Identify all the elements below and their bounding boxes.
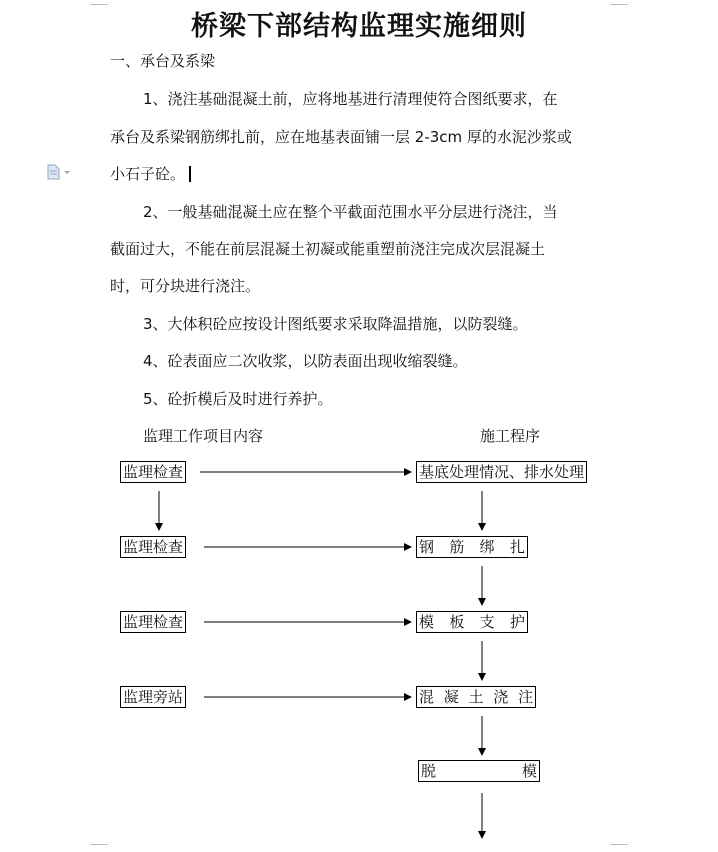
- left-box-inspection-1: 监理检查: [120, 461, 186, 483]
- rebar-char-3: 绑: [479, 538, 495, 556]
- rebar-char-2: 筋: [449, 538, 465, 556]
- paragraph-2-line-1: 2、一般基础混凝土应在整个平截面范围水平分层进行浇注，当: [143, 203, 558, 221]
- flowchart-right-header: 施工程序: [480, 427, 541, 445]
- corner-mark-bottom-right: [610, 844, 628, 849]
- right-box-foundation: 基底处理情况、排水处理: [416, 461, 587, 483]
- demold-char-2: 模: [521, 762, 537, 780]
- formwork-char-4: 护: [509, 613, 525, 631]
- paragraph-1-line-3: [110, 163, 191, 184]
- rebar-char-4: 扎: [509, 538, 525, 556]
- text-cursor: [189, 166, 191, 182]
- paragraph-1-line-1: 1、浇注基础混凝土前，应将地基进行清理使符合图纸要求，在: [143, 90, 558, 108]
- right-box-concrete-pour: [416, 686, 536, 708]
- document-icon[interactable]: [46, 164, 62, 180]
- pour-char-2: 凝: [443, 688, 459, 706]
- paragraph-5: 5、砼折模后及时进行养护。: [143, 390, 333, 408]
- formwork-char-2: 板: [449, 613, 465, 631]
- section-heading: 一、承台及系梁: [110, 52, 216, 70]
- paragraph-4: 4、砼表面应二次收浆，以防表面出现收缩裂缝。: [143, 352, 468, 370]
- paragraph-2-line-2: 截面过大，不能在前层混凝土初凝或能重塑前浇注完成次层混凝土: [110, 240, 546, 258]
- document-title: 桥梁下部结构监理实施细则: [191, 11, 527, 42]
- demold-char-1: 脱: [421, 762, 437, 780]
- left-box-supervision: 监理旁站: [120, 686, 186, 708]
- left-box-inspection-3: 监理检查: [120, 611, 186, 633]
- pour-char-1: 混: [419, 688, 435, 706]
- flowchart-left-header: 监理工作项目内容: [143, 427, 264, 445]
- corner-mark-bottom-left: [90, 844, 108, 849]
- paragraph-1-line-3-text: 小石子砼。: [110, 165, 186, 183]
- paragraph-2-line-3: 时，可分块进行浇注。: [110, 277, 261, 295]
- formwork-char-1: 模: [419, 613, 435, 631]
- pour-char-3: 土: [468, 688, 484, 706]
- formwork-char-3: 支: [479, 613, 495, 631]
- pour-char-4: 浇: [493, 688, 509, 706]
- left-box-inspection-2: 监理检查: [120, 536, 186, 558]
- right-box-formwork: [416, 611, 528, 633]
- paragraph-1-line-2: 承台及系梁钢筋绑扎前，应在地基表面铺一层 2-3cm 厚的水泥沙浆或: [110, 128, 572, 146]
- right-box-demold: [418, 760, 540, 782]
- paragraph-3: 3、大体积砼应按设计图纸要求采取降温措施，以防裂缝。: [143, 315, 528, 333]
- right-box-rebar: [416, 536, 528, 558]
- rebar-char-1: 钢: [419, 538, 435, 556]
- pour-char-5: 注: [517, 688, 533, 706]
